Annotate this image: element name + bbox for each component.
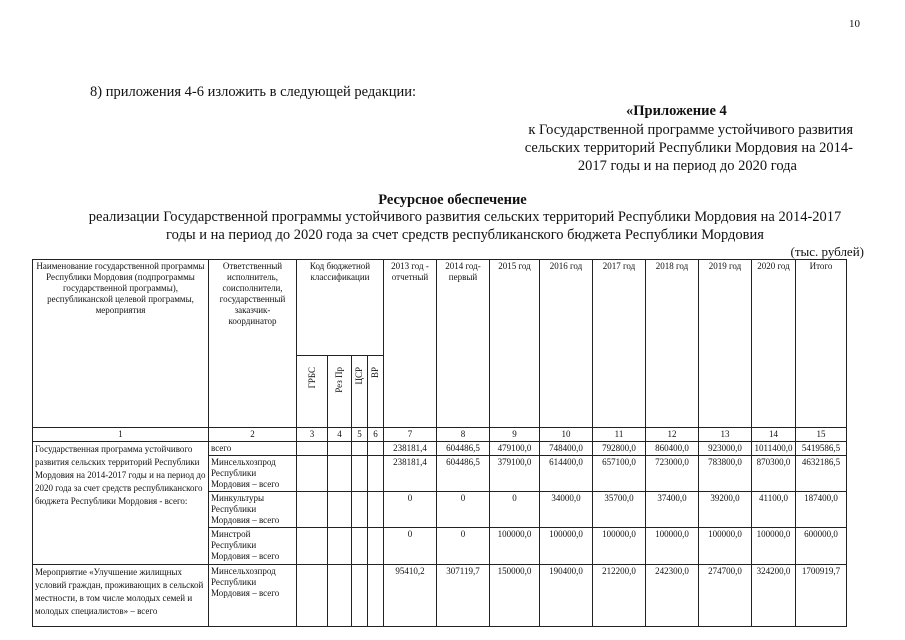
header-2018: 2018 год — [646, 260, 699, 428]
header-total: Итого — [796, 260, 847, 428]
column-number-row — [33, 428, 847, 442]
value-cell: 600000,0 — [796, 528, 847, 565]
value-cell: 792800,0 — [593, 442, 646, 456]
value-cell: 242300,0 — [646, 565, 699, 627]
value-cell: 0 — [490, 492, 540, 528]
col-number: 9 — [490, 428, 540, 442]
value-cell: 324200,0 — [752, 565, 796, 627]
value-cell: 274700,0 — [699, 565, 752, 627]
executor-cell: Минкультуры Республики Мордовия – всего — [209, 492, 297, 528]
header-grbs-cell — [297, 356, 328, 428]
value-cell: 379100,0 — [490, 456, 540, 492]
value-cell: 238181,4 — [384, 442, 437, 456]
value-cell: 95410,2 — [384, 565, 437, 627]
value-cell: 34000,0 — [540, 492, 593, 528]
col-number: 13 — [699, 428, 752, 442]
resource-table — [32, 259, 847, 627]
intro-paragraph: 8) приложения 4-6 изложить в следующей редакции: — [90, 84, 417, 100]
value-cell: 1011400,0 — [752, 442, 796, 456]
value-cell: 212200,0 — [593, 565, 646, 627]
header-2020: 2020 год — [752, 260, 796, 428]
page-number: 10 — [849, 18, 860, 30]
col-number: 6 — [368, 428, 384, 442]
value-cell: 100000,0 — [646, 528, 699, 565]
value-cell: 0 — [384, 528, 437, 565]
header-rzpr-cell — [328, 356, 352, 428]
value-cell: 100000,0 — [752, 528, 796, 565]
header-2016: 2016 год — [540, 260, 593, 428]
resource-line: годы и на период до 2020 года за счет средств республиканского бюджета Республики Мордовия — [166, 227, 764, 243]
header-rzpr: Рез Пр — [334, 367, 344, 393]
header-budget-code: Код бюджетной классификации — [297, 260, 384, 356]
appendix-subtitle — [493, 121, 853, 175]
appendix-title: «Приложение 4 — [626, 103, 727, 119]
value-cell: 100000,0 — [593, 528, 646, 565]
value-cell: 187400,0 — [796, 492, 847, 528]
value-cell: 748400,0 — [540, 442, 593, 456]
value-cell: 238181,4 — [384, 456, 437, 492]
header-executor: Ответственный исполнитель, соисполнители, государственный заказчик-координатор — [209, 260, 297, 428]
value-cell: 100000,0 — [699, 528, 752, 565]
table-header-row — [33, 260, 847, 356]
header-2017: 2017 год — [593, 260, 646, 428]
resource-subtitle — [55, 208, 875, 244]
executor-cell: Минсельхозпрод Республики Мордовия – всего — [209, 565, 297, 627]
value-cell: 657100,0 — [593, 456, 646, 492]
header-csr: ЦСР — [354, 367, 364, 385]
value-cell: 100000,0 — [490, 528, 540, 565]
value-cell: 4632186,5 — [796, 456, 847, 492]
header-csr-cell — [352, 356, 368, 428]
value-cell: 39200,0 — [699, 492, 752, 528]
header-vr-cell — [368, 356, 384, 428]
col-number: 11 — [593, 428, 646, 442]
executor-cell: Минстрой Республики Мордовия – всего — [209, 528, 297, 565]
value-cell: 100000,0 — [540, 528, 593, 565]
table-row — [33, 565, 847, 627]
value-cell: 35700,0 — [593, 492, 646, 528]
value-cell: 479100,0 — [490, 442, 540, 456]
col-number: 10 — [540, 428, 593, 442]
measure-name: Мероприятие «Улучшение жилищных условий граждан, проживающих в сельской местности, в том числе молодых семей и молодых специалистов» – всего — [33, 565, 209, 627]
executor-cell: всего — [209, 442, 297, 456]
value-cell: 604486,5 — [437, 442, 490, 456]
table-row — [33, 442, 847, 456]
col-number: 12 — [646, 428, 699, 442]
program-name: Государственная программа устойчивого развития сельских территорий Республики Мордовия на 2014-2017 годы и на период до 2020 года за счет средств республиканского бюджета Республики Мордовия - всего: — [33, 442, 209, 565]
resource-title: Ресурсное обеспечение — [378, 192, 527, 208]
header-2015: 2015 год — [490, 260, 540, 428]
units-label: (тыс. рублей) — [790, 244, 864, 259]
value-cell: 870300,0 — [752, 456, 796, 492]
value-cell: 783800,0 — [699, 456, 752, 492]
col-number: 14 — [752, 428, 796, 442]
value-cell: 307119,7 — [437, 565, 490, 627]
value-cell: 604486,5 — [437, 456, 490, 492]
col-number: 15 — [796, 428, 847, 442]
header-2014: 2014 год- первый — [437, 260, 490, 428]
header-2013: 2013 год - отчетный — [384, 260, 437, 428]
value-cell: 1700919,7 — [796, 565, 847, 627]
col-number: 4 — [328, 428, 352, 442]
value-cell: 37400,0 — [646, 492, 699, 528]
col-number: 8 — [437, 428, 490, 442]
value-cell: 0 — [437, 528, 490, 565]
appendix-line: сельских территорий Республики Мордовия на 2014- — [524, 140, 853, 156]
header-grbs: ГРБС — [306, 367, 317, 389]
header-name: Наименование государственной программы Республики Мордовия (подпрограммы государственной программы), республиканской целевой программы, мероприятия — [33, 260, 209, 428]
header-2019: 2019 год — [699, 260, 752, 428]
value-cell: 723000,0 — [646, 456, 699, 492]
col-number: 2 — [209, 428, 297, 442]
value-cell: 0 — [384, 492, 437, 528]
value-cell: 0 — [437, 492, 490, 528]
col-number: 7 — [384, 428, 437, 442]
col-number: 1 — [33, 428, 209, 442]
value-cell: 5419586,5 — [796, 442, 847, 456]
resource-line: реализации Государственной программы устойчивого развития сельских территорий Республики Мордовия на 2014-2017 — [88, 209, 842, 225]
value-cell: 41100,0 — [752, 492, 796, 528]
executor-cell: Минсельхозпрод Республики Мордовия – всего — [209, 456, 297, 492]
value-cell: 190400,0 — [540, 565, 593, 627]
appendix-line: к Государственной программе устойчивого развития — [528, 122, 853, 138]
value-cell: 614400,0 — [540, 456, 593, 492]
col-number: 3 — [297, 428, 328, 442]
value-cell: 150000,0 — [490, 565, 540, 627]
value-cell: 860400,0 — [646, 442, 699, 456]
value-cell: 923000,0 — [699, 442, 752, 456]
appendix-line: 2017 годы и на период до 2020 года — [577, 158, 797, 174]
header-vr: ВР — [370, 367, 380, 379]
col-number: 5 — [352, 428, 368, 442]
